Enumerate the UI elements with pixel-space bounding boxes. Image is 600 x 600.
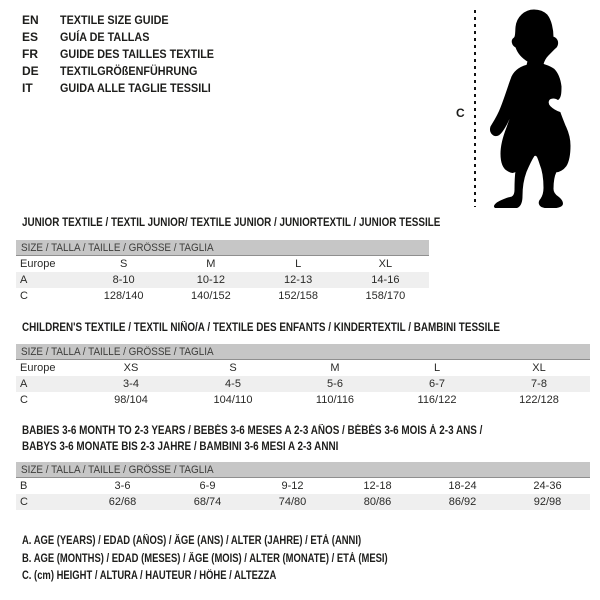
- size-cell: 158/170: [365, 290, 406, 302]
- section-title-text: CHILDREN'S TEXTILE / TEXTIL NIÑO/A / TEXTILE DES ENFANTS / KINDERTEXTIL / BAMBINI TESSILE: [22, 322, 501, 334]
- table-row-age-months: [16, 478, 590, 495]
- size-cell: 140/152: [190, 290, 231, 302]
- size-cell: M: [206, 258, 216, 270]
- size-cell: 74/80: [250, 494, 335, 510]
- size-cell: 8-10: [80, 272, 167, 288]
- section-title-text: BABIES 3-6 MONTH TO 2-3 YEARS / BEBÉS 3-6 MESES A 2-3 AÑOS / BÉBÉS 3-6 MOIS À 2-3 ANS /: [22, 425, 483, 437]
- language-row: [22, 79, 231, 96]
- language-code: FR: [22, 46, 38, 61]
- language-title-list: [22, 12, 231, 96]
- language-row: [22, 62, 231, 79]
- section-title-children: [22, 320, 578, 336]
- legend-text: B. AGE (MONTHS) / EDAD (MESES) / ÂGE (MOIS) / ALTER (MONATE) / ETÀ (MESI): [22, 552, 388, 565]
- size-cell: 12-13: [255, 272, 342, 288]
- size-cell: XL: [378, 258, 393, 270]
- section-title-text: BABYS 3-6 MONATE BIS 2-3 JAHRE / BAMBINI 3-6 MESI A 2-3 ANNI: [22, 441, 339, 453]
- height-measure-dotted-line: [474, 10, 476, 207]
- legend-text: C. (cm) HEIGHT / ALTURA / HAUTEUR / HÖHE / ALTEZZA: [22, 570, 277, 583]
- size-cell: 104/110: [213, 394, 253, 406]
- size-cell: 6-9: [199, 480, 216, 492]
- row-label: Europe: [20, 362, 56, 374]
- size-cell: 68/74: [165, 494, 250, 510]
- size-cell: 92/98: [505, 494, 590, 510]
- size-cell: 110/116: [315, 394, 355, 406]
- row-label: Europe: [20, 258, 56, 270]
- guide-title: GUIDA ALLE TAGLIE TESSILI: [60, 80, 211, 95]
- table-row-europe: [16, 256, 429, 273]
- size-cell: L: [295, 258, 302, 270]
- legend-line-age-months: [22, 553, 468, 571]
- legend: [22, 535, 468, 588]
- language-code: ES: [22, 30, 39, 45]
- size-cell: S: [229, 362, 237, 374]
- row-label: A: [16, 272, 80, 288]
- size-cell: 80/86: [335, 494, 420, 510]
- guide-title: TEXTILGRÖßENFÜHRUNG: [60, 63, 198, 78]
- size-cell: XS: [123, 362, 139, 374]
- junior-size-table: [16, 240, 429, 304]
- table-row-europe: [16, 360, 590, 377]
- size-cell: 7-8: [488, 376, 590, 392]
- size-cell: 86/92: [420, 494, 505, 510]
- size-cell: 4-5: [182, 376, 284, 392]
- row-label: B: [20, 480, 28, 492]
- legend-line-age-years: [22, 535, 468, 553]
- height-measure-label: C: [456, 106, 465, 120]
- section-title-babies: [22, 423, 557, 455]
- size-header-bar: [16, 462, 590, 478]
- language-row: [22, 29, 231, 46]
- table-row-height: [16, 392, 590, 408]
- language-code: EN: [22, 13, 39, 28]
- size-cell: 14-16: [342, 272, 429, 288]
- size-cell: 116/122: [417, 394, 457, 406]
- size-cell: 62/68: [80, 494, 165, 510]
- row-label: C: [20, 394, 28, 406]
- size-cell: M: [330, 362, 340, 374]
- size-cell: 98/104: [114, 394, 148, 406]
- size-header-label: SIZE / TALLA / TAILLE / GRÖSSE / TAGLIA: [21, 345, 214, 358]
- baby-silhouette: [487, 7, 587, 208]
- table-row-age-years: [16, 272, 429, 288]
- size-cell: 152/158: [278, 290, 318, 302]
- size-cell: 24-36: [533, 480, 562, 492]
- size-cell: 6-7: [386, 376, 488, 392]
- size-cell: 5-6: [284, 376, 386, 392]
- size-cell: 3-4: [80, 376, 182, 392]
- table-row-height: [16, 494, 590, 510]
- legend-text: A. AGE (YEARS) / EDAD (AÑOS) / ÂGE (ANS) / ALTER (JAHRE) / ETÀ (ANNI): [22, 535, 362, 547]
- size-header-bar: [16, 344, 590, 360]
- size-cell: L: [433, 362, 441, 374]
- size-cell: XL: [532, 362, 546, 374]
- size-cell: 10-12: [167, 272, 254, 288]
- row-label: C: [16, 494, 80, 510]
- guide-title: TEXTILE SIZE GUIDE: [60, 13, 169, 28]
- guide-title: GUÍA DE TALLAS: [60, 30, 150, 45]
- size-cell: 128/140: [103, 290, 144, 302]
- language-code: DE: [22, 63, 39, 78]
- size-cell: 12-18: [363, 480, 392, 492]
- guide-title: GUIDE DES TAILLES TEXTILE: [60, 46, 215, 61]
- language-row: [22, 46, 231, 63]
- size-header-label: SIZE / TALLA / TAILLE / GRÖSSE / TAGLIA: [21, 241, 214, 254]
- language-code: IT: [22, 80, 33, 95]
- row-label: C: [20, 290, 28, 302]
- legend-line-height: [22, 570, 468, 588]
- size-header-bar: [16, 240, 429, 256]
- size-cell: 9-12: [281, 480, 304, 492]
- section-title-junior: [22, 215, 508, 231]
- size-cell: 18-24: [448, 480, 477, 492]
- table-row-height: [16, 288, 429, 304]
- babies-size-table: [16, 462, 590, 510]
- section-title-text: JUNIOR TEXTILE / TEXTIL JUNIOR/ TEXTILE JUNIOR / JUNIORTEXTIL / JUNIOR TESSILE: [22, 217, 441, 229]
- size-cell: 122/128: [519, 394, 559, 406]
- size-header-label: SIZE / TALLA / TAILLE / GRÖSSE / TAGLIA: [21, 463, 214, 476]
- children-size-table: [16, 344, 590, 408]
- row-label: A: [16, 376, 80, 392]
- size-cell: 3-6: [114, 480, 131, 492]
- language-row: [22, 12, 231, 29]
- size-cell: S: [119, 258, 128, 270]
- table-row-age-years: [16, 376, 590, 392]
